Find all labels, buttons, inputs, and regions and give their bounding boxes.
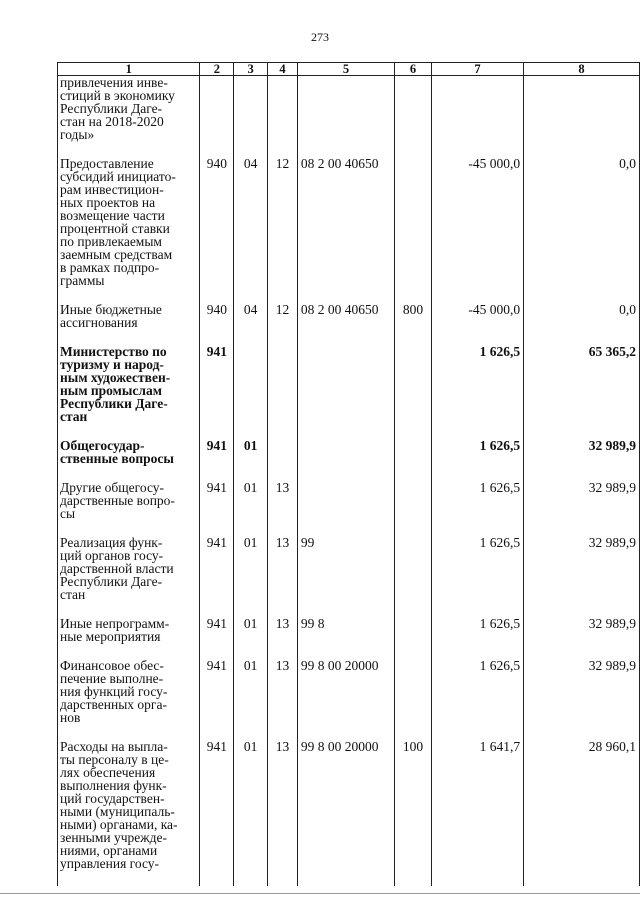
target-article-cell: 99 8 00 20000 (297, 740, 394, 886)
amount-change-cell: -45 000,0 (431, 157, 523, 303)
page-bottom-rule (0, 893, 640, 894)
expense-type-cell (395, 76, 432, 158)
table-row (58, 740, 640, 886)
subsection-cell (268, 439, 298, 481)
amount-change-cell: 1 626,5 (431, 659, 523, 740)
section-cell: 01 (234, 439, 268, 481)
table-body (58, 76, 640, 887)
expense-type-cell (395, 439, 432, 481)
table-row (58, 481, 640, 536)
section-cell: 01 (234, 659, 268, 740)
target-article-cell: 99 (297, 536, 394, 617)
table-row (58, 303, 640, 345)
column-header: 7 (431, 63, 523, 76)
table-row (58, 345, 640, 439)
row-name-cell: Министерство по туризму и народ- ным художествен- ным промыслам Республики Даге- стан (58, 345, 200, 439)
amount-total-cell: 32 989,9 (524, 536, 640, 617)
row-name-cell: Финансовое обес- печение выполне- ния функций госу- дарственных орга- нов (58, 659, 200, 740)
ministry-code-cell: 940 (200, 157, 234, 303)
column-header: 8 (524, 63, 640, 76)
section-cell (234, 76, 268, 158)
ministry-code-cell: 941 (200, 740, 234, 886)
expense-type-cell: 800 (395, 303, 432, 345)
target-article-cell (297, 481, 394, 536)
amount-total-cell: 32 989,9 (524, 659, 640, 740)
expense-type-cell: 100 (395, 740, 432, 886)
table-row (58, 617, 640, 659)
table-row (58, 76, 640, 158)
column-header: 6 (395, 63, 432, 76)
section-cell: 01 (234, 617, 268, 659)
ministry-code-cell: 941 (200, 345, 234, 439)
target-article-cell: 99 8 00 20000 (297, 659, 394, 740)
page-number: 273 (311, 30, 329, 44)
section-cell: 04 (234, 303, 268, 345)
target-article-cell: 08 2 00 40650 (297, 157, 394, 303)
target-article-cell: 08 2 00 40650 (297, 303, 394, 345)
table-header-row (58, 63, 640, 76)
ministry-code-cell: 941 (200, 659, 234, 740)
amount-change-cell: 1 641,7 (431, 740, 523, 886)
row-name-cell: Иные непрограмм- ные мероприятия (58, 617, 200, 659)
column-header: 4 (268, 63, 298, 76)
ministry-code-cell: 940 (200, 303, 234, 345)
target-article-cell (297, 76, 394, 158)
section-cell: 01 (234, 740, 268, 886)
section-cell (234, 345, 268, 439)
ministry-code-cell (200, 76, 234, 158)
amount-change-cell: 1 626,5 (431, 345, 523, 439)
target-article-cell (297, 345, 394, 439)
table-row (58, 536, 640, 617)
target-article-cell (297, 439, 394, 481)
expense-type-cell (395, 481, 432, 536)
section-cell: 04 (234, 157, 268, 303)
table-row (58, 439, 640, 481)
amount-total-cell (524, 76, 640, 158)
amount-change-cell: 1 626,5 (431, 536, 523, 617)
amount-change-cell (431, 76, 523, 158)
expense-type-cell (395, 345, 432, 439)
subsection-cell: 13 (268, 740, 298, 886)
expense-type-cell (395, 617, 432, 659)
row-name-cell: Другие общегосу- дарственные вопро- сы (58, 481, 200, 536)
column-header: 5 (297, 63, 394, 76)
amount-total-cell: 28 960,1 (524, 740, 640, 886)
ministry-code-cell: 941 (200, 481, 234, 536)
ministry-code-cell: 941 (200, 439, 234, 481)
subsection-cell: 12 (268, 303, 298, 345)
column-header: 3 (234, 63, 268, 76)
section-cell: 01 (234, 481, 268, 536)
subsection-cell: 12 (268, 157, 298, 303)
amount-total-cell: 32 989,9 (524, 617, 640, 659)
ministry-code-cell: 941 (200, 536, 234, 617)
expense-type-cell (395, 157, 432, 303)
subsection-cell: 13 (268, 481, 298, 536)
subsection-cell: 13 (268, 536, 298, 617)
subsection-cell (268, 76, 298, 158)
section-cell: 01 (234, 536, 268, 617)
row-name-cell: Иные бюджетные ассигнования (58, 303, 200, 345)
subsection-cell: 13 (268, 659, 298, 740)
column-header: 2 (200, 63, 234, 76)
row-name-cell: Общегосудар- ственные вопросы (58, 439, 200, 481)
row-name-cell: Расходы на выпла- ты персоналу в це- лях обеспечения выполнения функ- ций государствен- ными (муниципаль- ными) органами, ка- зенными учрежде- ниями, органами управления госу- (58, 740, 200, 886)
amount-total-cell: 0,0 (524, 157, 640, 303)
amount-change-cell: -45 000,0 (431, 303, 523, 345)
subsection-cell: 13 (268, 617, 298, 659)
row-name-cell: Предоставление субсидий инициато- рам инвестицион- ных проектов на возмещение части процентной ставки по привлекаемым заемным средствам в рамках подпро- граммы (58, 157, 200, 303)
expense-type-cell (395, 536, 432, 617)
amount-change-cell: 1 626,5 (431, 439, 523, 481)
row-name-cell: Реализация функ- ций органов госу- дарственной власти Республики Даге- стан (58, 536, 200, 617)
expense-type-cell (395, 659, 432, 740)
row-name-cell: привлечения инве- стиций в экономику Республики Даге- стан на 2018-2020 годы» (58, 76, 200, 158)
amount-total-cell: 32 989,9 (524, 439, 640, 481)
amount-change-cell: 1 626,5 (431, 617, 523, 659)
subsection-cell (268, 345, 298, 439)
amount-total-cell: 65 365,2 (524, 345, 640, 439)
amount-total-cell: 0,0 (524, 303, 640, 345)
table-row (58, 157, 640, 303)
amount-change-cell: 1 626,5 (431, 481, 523, 536)
budget-table (57, 62, 640, 886)
table-row (58, 659, 640, 740)
amount-total-cell: 32 989,9 (524, 481, 640, 536)
ministry-code-cell: 941 (200, 617, 234, 659)
column-header: 1 (58, 63, 200, 76)
target-article-cell: 99 8 (297, 617, 394, 659)
